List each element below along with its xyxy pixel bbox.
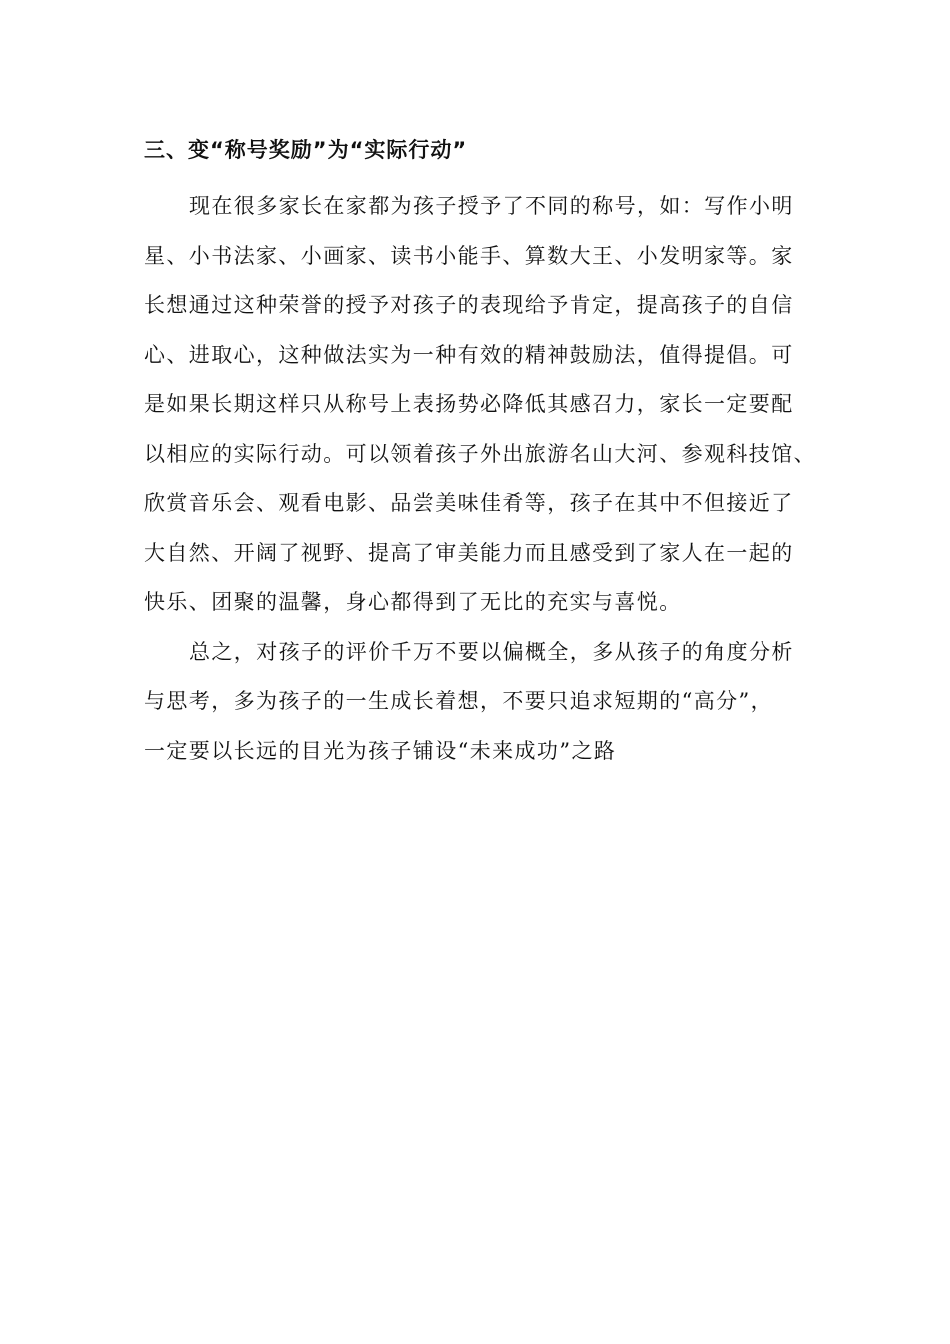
paragraph-1 [144,182,814,628]
paragraph-line: 大自然、开阔了视野、提高了审美能力而且感受到了家人在一起的 [144,540,794,565]
paragraph-line: 一定要以长远的目光为孩子铺设“未来成功”之路 [144,738,617,763]
document-body [144,132,814,776]
paragraph-line: 欣赏音乐会、观看电影、品尝美味佳肴等，孩子在其中不但接近了 [144,491,794,515]
paragraph-line: 星、小书法家、小画家、读书小能手、算数大王、小发明家等。家 [144,243,794,268]
paragraph-line: 快乐、团聚的温馨，身心都得到了无比的充实与喜悦。 [144,590,682,614]
paragraph-line: 是如果长期这样只从称号上表扬势必降低其感召力，家长一定要配 [144,392,794,416]
paragraph-line: 与思考，多为孩子的一生成长着想，不要只追求短期的“高分”， [144,689,774,713]
paragraph-line: 心、进取心，这种做法实为一种有效的精神鼓励法，值得提倡。可 [144,342,794,367]
paragraph-2 [144,628,814,777]
section-heading: 三、变“称号奖励”为“实际行动” [144,138,468,162]
paragraph-line: 总之，对孩子的评价千万不要以偏概全，多从孩子的角度分析 [189,639,794,664]
paragraph-line: 长想通过这种荣誉的授予对孩子的表现给予肯定，提高孩子的自信 [144,293,794,317]
paragraph-line: 现在很多家长在家都为孩子授予了不同的称号，如：写作小明 [189,194,794,218]
paragraph-line: 以相应的实际行动。可以领着孩子外出旅游名山大河、参观科技馆、 [144,441,816,466]
